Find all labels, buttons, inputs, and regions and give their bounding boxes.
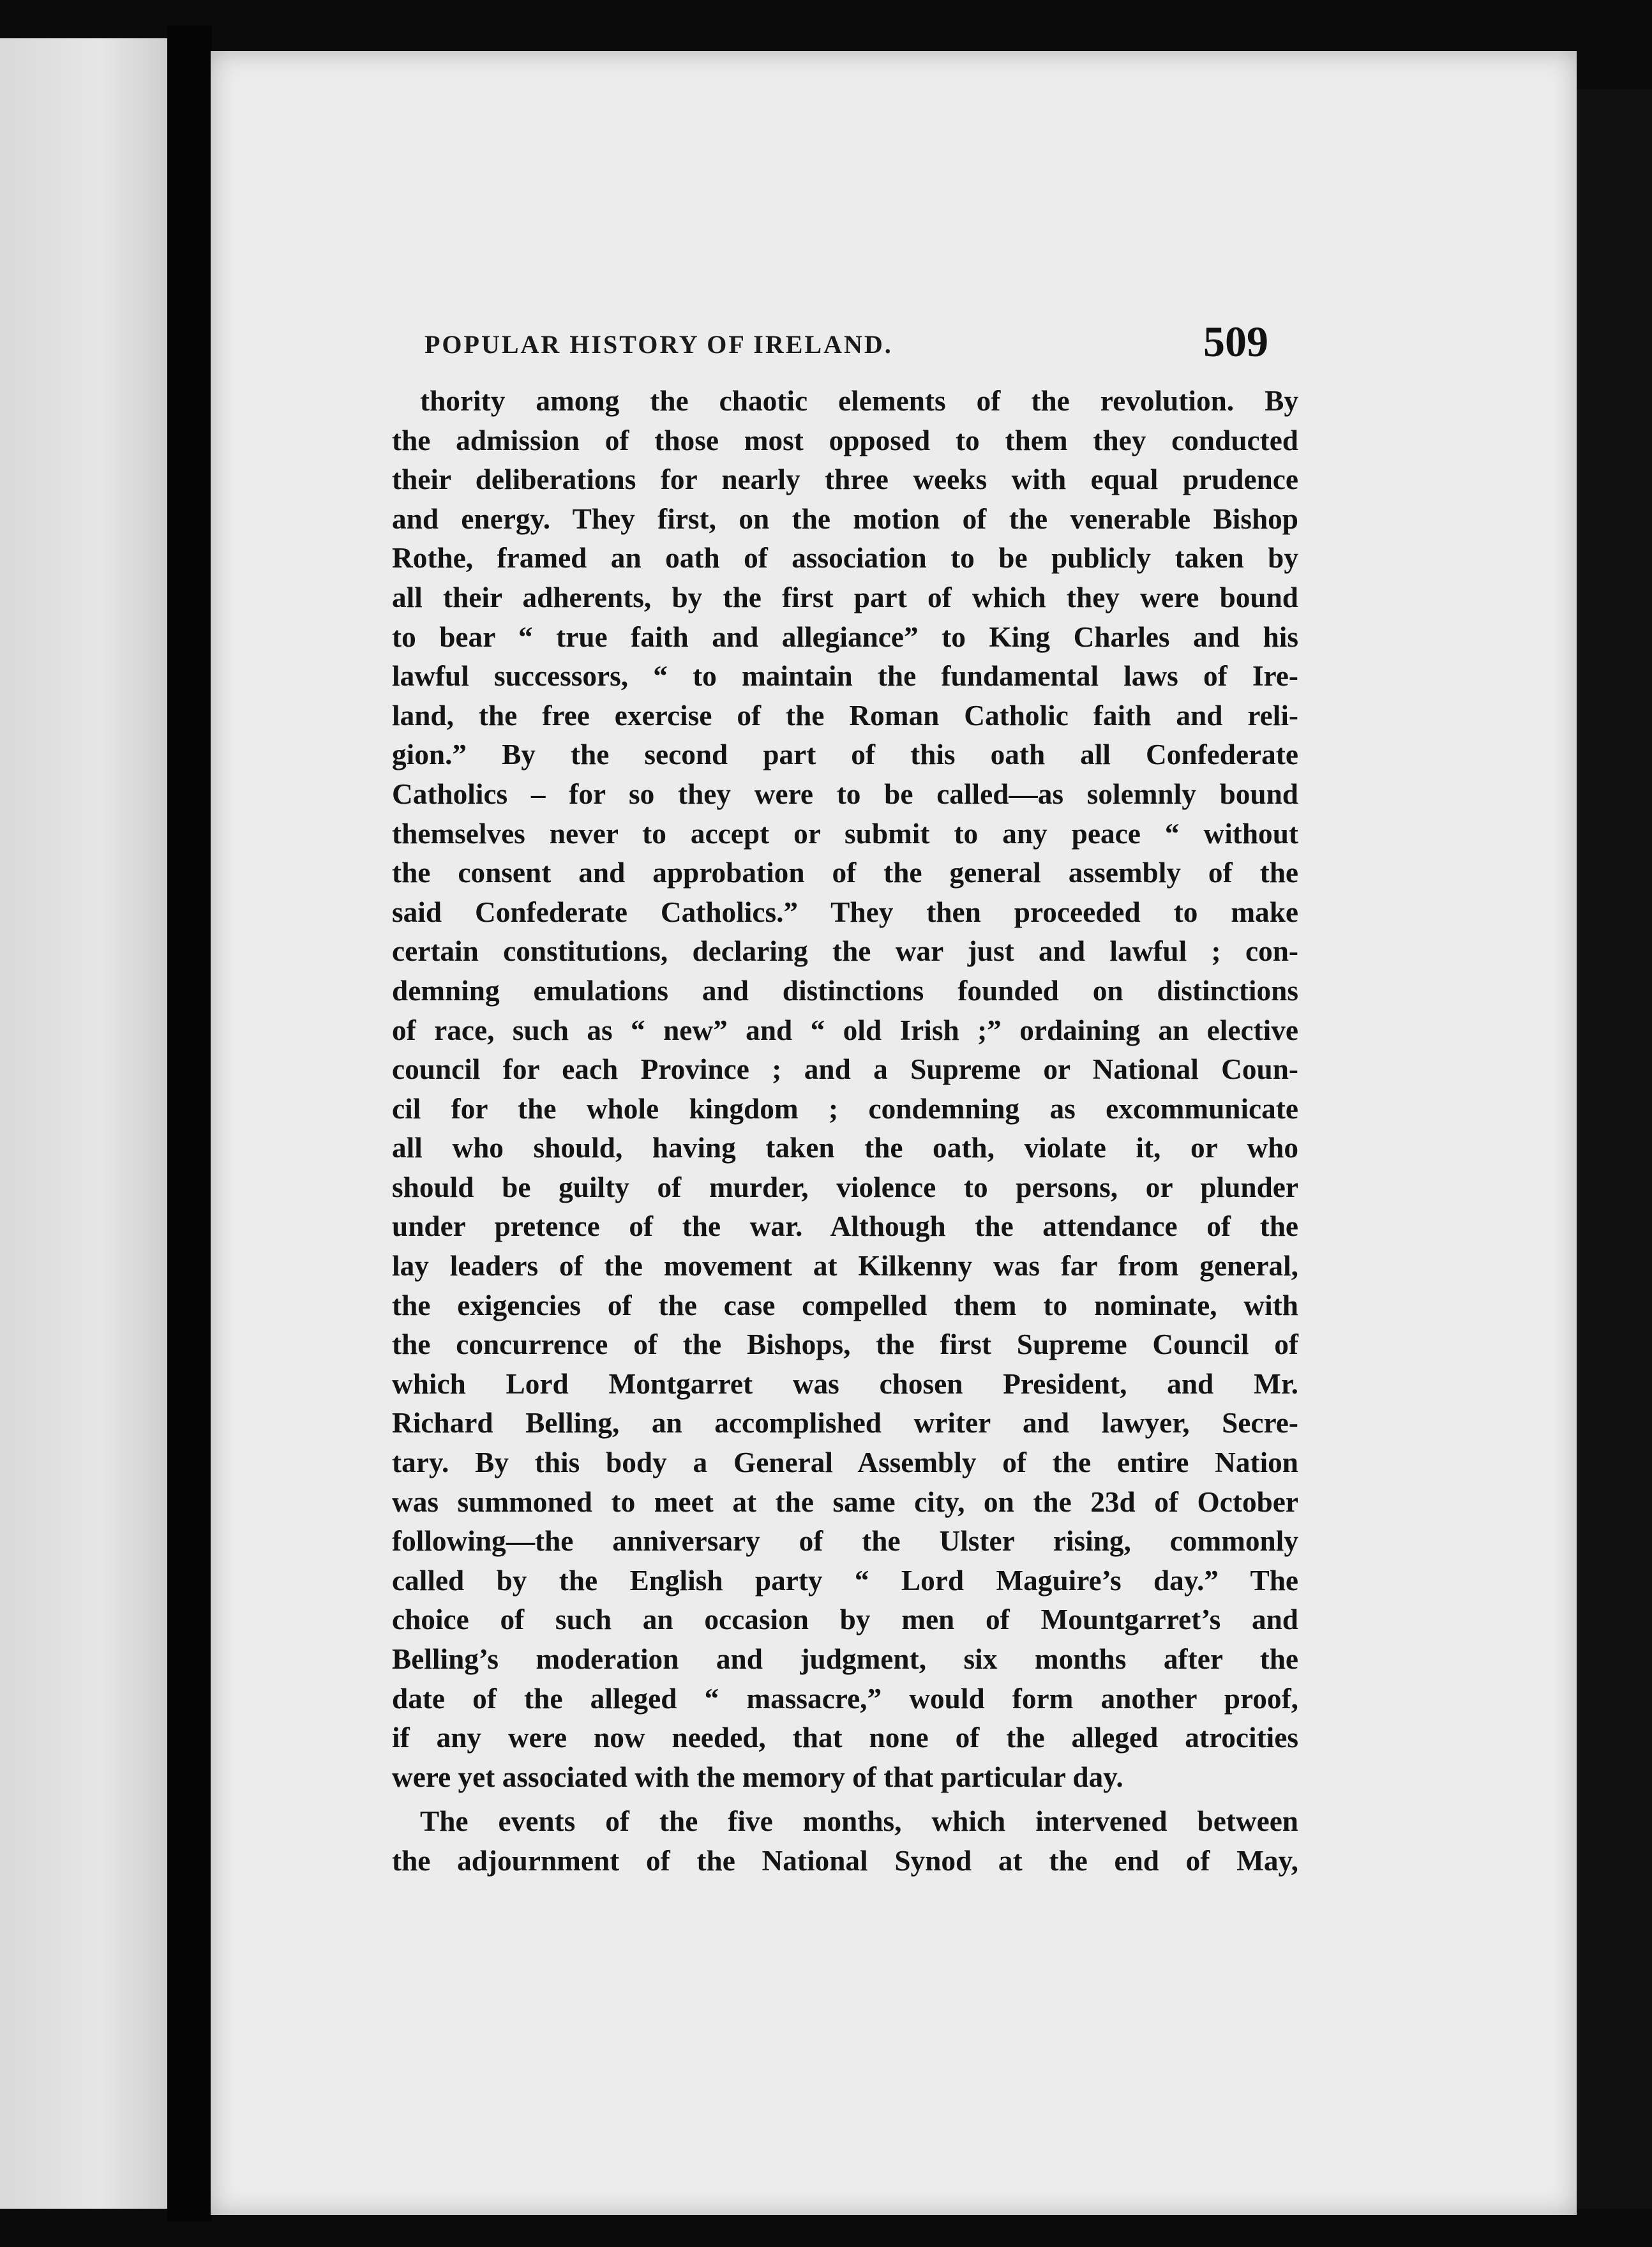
text-line: themselves never to accept or submit to any peace “ without: [392, 817, 1298, 850]
text-line: Belling’s moderation and judgment, six months after the: [392, 1643, 1298, 1675]
text-line: thority among the chaotic elements of the revolution. By: [420, 385, 1298, 417]
text-line: date of the alleged “ massacre,” would form another proof,: [392, 1682, 1298, 1715]
page-number: 509: [1203, 317, 1268, 366]
text-line: gion.” By the second part of this oath all Confederate: [392, 739, 1298, 771]
text-line: under pretence of the war. Although the attendance of the: [392, 1210, 1298, 1243]
text-line: Catholics – for so they were to be called—as solemnly bound: [392, 778, 1298, 810]
text-line: following—the anniversary of the Ulster rising, commonly: [392, 1525, 1298, 1558]
text-line: Rothe, framed an oath of association to be publicly taken by: [392, 542, 1298, 575]
text-line: demning emulations and distinctions founded on distinctions: [392, 974, 1298, 1007]
text-line: the consent and approbation of the general assembly of the: [392, 857, 1298, 889]
text-line: tary. By this body a General Assembly of the entire Nation: [392, 1447, 1298, 1479]
paragraph: [392, 382, 1298, 1797]
text-line: to bear “ true faith and allegiance” to King Charles and his: [392, 620, 1298, 653]
text-line: choice of such an occasion by men of Mountgarret’s and: [392, 1604, 1298, 1636]
text-line: which Lord Montgarret was chosen President, and Mr.: [392, 1367, 1298, 1400]
text-line: certain constitutions, declaring the war just and lawful ; con-: [392, 935, 1298, 968]
paragraph: [392, 1802, 1298, 1881]
text-line: all their adherents, by the first part of which they were bound: [392, 581, 1298, 613]
text-line: council for each Province ; and a Supreme or National Coun-: [392, 1053, 1298, 1086]
text-line: cil for the whole kingdom ; condemning as excommunicate: [392, 1092, 1298, 1125]
text-line: land, the free exercise of the Roman Catholic faith and reli-: [392, 699, 1298, 732]
text-line: were yet associated with the memory of that particular day.: [392, 1761, 1123, 1793]
text-line: their deliberations for nearly three weeks with equal prudence: [392, 463, 1298, 496]
text-line: should be guilty of murder, violence to persons, or plunder: [392, 1171, 1298, 1203]
text-line: if any were now needed, that none of the alleged atrocities: [392, 1722, 1298, 1754]
text-line: called by the English party “ Lord Maguire’s day.” The: [392, 1564, 1298, 1597]
text-line: was summoned to meet at the same city, on the 23d of October: [392, 1485, 1298, 1518]
text-line: the adjournment of the National Synod at the end of May,: [392, 1844, 1298, 1877]
text-line: all who should, having taken the oath, violate it, or who: [392, 1132, 1298, 1164]
text-line: The events of the five months, which intervened between: [420, 1805, 1298, 1838]
text-line: lay leaders of the movement at Kilkenny was far from general,: [392, 1250, 1298, 1282]
text-line: and energy. They first, on the motion of the venerable Bishop: [392, 502, 1298, 535]
text-line: the admission of those most opposed to them they conducted: [392, 424, 1298, 456]
scan-border: [1577, 89, 1652, 2209]
text-line: Richard Belling, an accomplished writer and lawyer, Secre-: [392, 1407, 1298, 1439]
paragraph-gap: [392, 1797, 1298, 1802]
facing-page-edge: [0, 38, 167, 2209]
body-text: [392, 382, 1298, 1881]
text-line: of race, such as “ new” and “ old Irish ;” ordaining an elective: [392, 1014, 1298, 1046]
text-line: the exigencies of the case compelled them to nominate, with: [392, 1289, 1298, 1321]
book-gutter: [167, 26, 212, 2221]
text-line: the concurrence of the Bishops, the first Supreme Council of: [392, 1328, 1298, 1361]
text-line: lawful successors, “ to maintain the fundamental laws of Ire-: [392, 660, 1298, 693]
text-line: said Confederate Catholics.” They then proceeded to make: [392, 896, 1298, 928]
running-head: POPULAR HISTORY OF IRELAND.: [424, 330, 893, 359]
